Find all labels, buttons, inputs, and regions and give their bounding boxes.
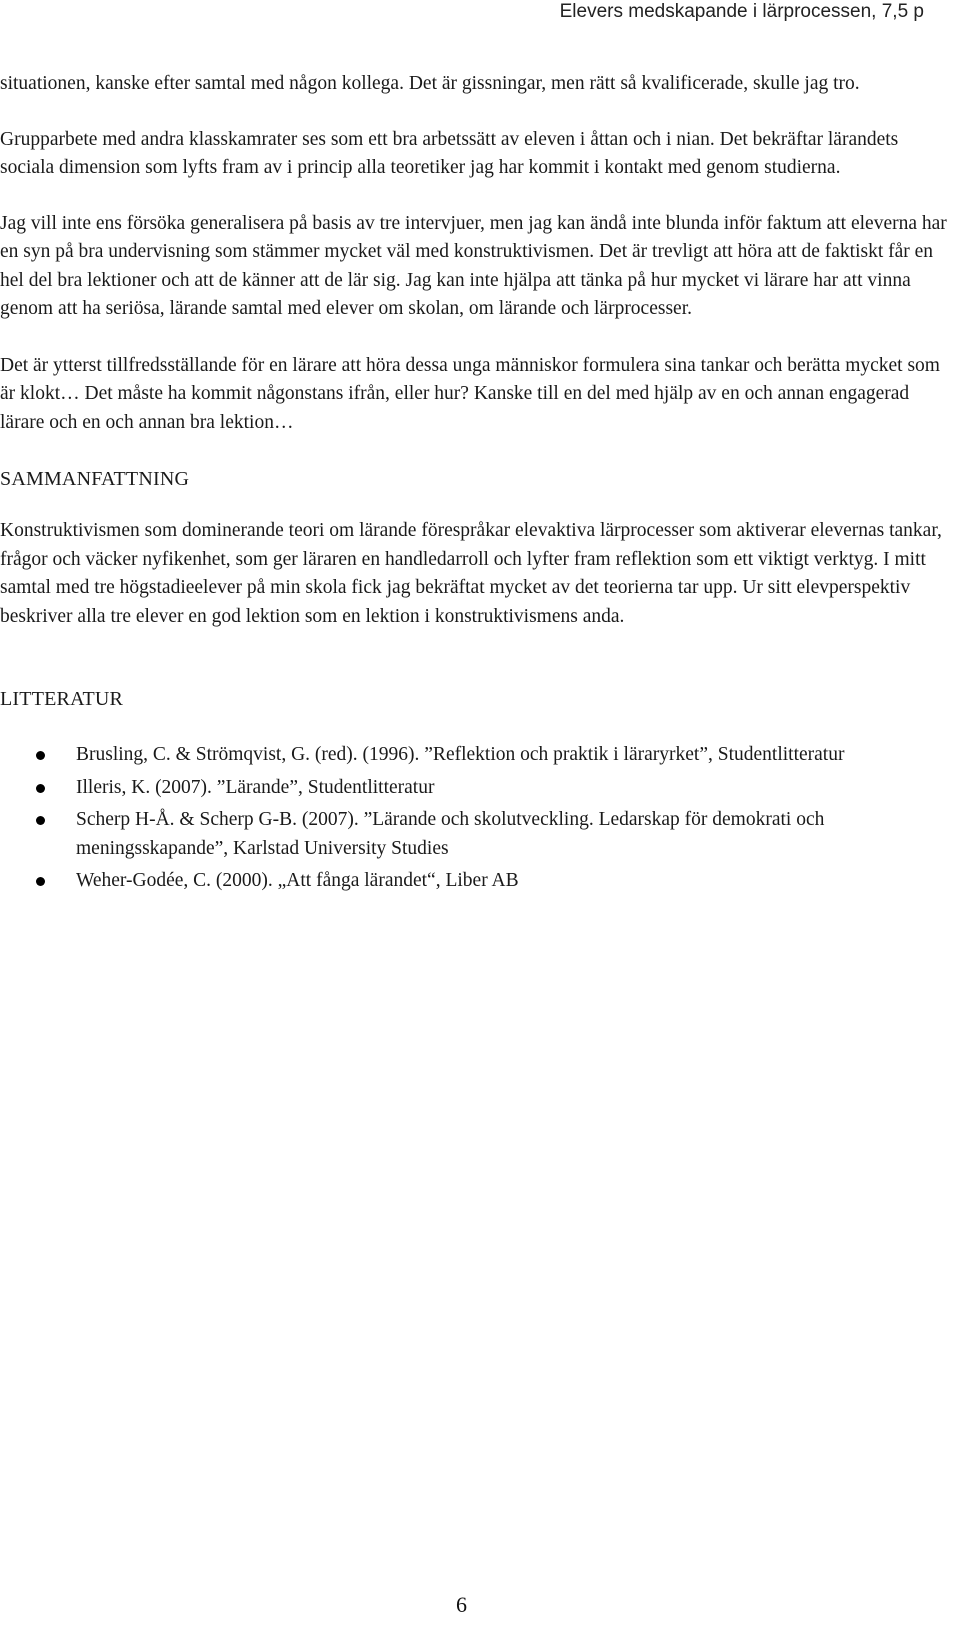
bullet-icon bbox=[36, 751, 45, 760]
paragraph-reflection: Det är ytterst tillfredsställande för en lärare att höra dessa unga människor formulera sina tankar och berätta mycket som är klokt… Det måste ha kommit någonstans ifrån, eller hur? Kanske till en del med hjälp av en och annan engagerad lärare och en och annan bra lektion… bbox=[0, 354, 940, 433]
reference-list bbox=[0, 741, 950, 896]
reference-item bbox=[0, 741, 950, 770]
page-number: 6 bbox=[456, 1592, 467, 1617]
reference-text: Brusling, C. & Strömqvist, G. (red). (1996). ”Reflektion och praktik i läraryrket”, Studentlitteratur bbox=[76, 744, 845, 765]
reference-item bbox=[0, 867, 950, 896]
paragraph-continued: situationen, kanske efter samtal med någon kollega. Det är gissningar, men rätt så kvalificerade, skulle jag tro. bbox=[0, 73, 860, 94]
reference-text: Illeris, K. (2007). ”Lärande”, Studentlitteratur bbox=[76, 776, 435, 798]
running-header: Elevers medskapande i lärprocessen, 7,5 p bbox=[559, 1, 924, 22]
literature-heading: LITTERATUR bbox=[0, 688, 124, 710]
bullet-icon bbox=[36, 877, 45, 886]
reference-text: Scherp H-Å. & Scherp G-B. (2007). ”Lärande och skolutveckling. Ledarskap för demokrati och meningsskapande”, Karlstad University Studies bbox=[76, 809, 825, 859]
reference-item bbox=[0, 806, 950, 863]
summary-heading: SAMMANFATTNING bbox=[0, 468, 190, 490]
bullet-icon bbox=[36, 784, 45, 793]
bullet-icon bbox=[36, 816, 45, 825]
document-body bbox=[0, 70, 950, 900]
reference-text: Weher-Godée, C. (2000). „Att fånga lärandet“, Liber AB bbox=[76, 870, 519, 891]
summary-paragraph: Konstruktivismen som dominerande teori om lärande förespråkar elevaktiva lärprocesser som aktiverar elevernas tankar, frågor och väcker nyfikenhet, som ger läraren en handledarroll och lyfter fram reflektion som ett viktigt verktyg. I mitt samtal med tre högstadieelever på min skola fick jag bekräftat mycket av det teorierna tar upp. Ur sitt elevperspektiv beskriver alla tre elever en god lektion som en lektion i konstruktivismens anda. bbox=[0, 520, 942, 627]
paragraph-interviews: Jag vill inte ens försöka generalisera på basis av tre intervjuer, men jag kan ändå inte blunda inför faktum att eleverna har en syn på bra undervisning som stämmer mycket väl med konstruktivismen. Det är trevligt att höra att de faktiskt får en hel del bra lektioner och att de känner att de lär sig. Jag kan inte hjälpa att tänka på hur mycket vi lärare har att vinna genom att ha seriösa, lärande samtal med elever om skolan, om lärande och lärprocesser. bbox=[0, 212, 947, 319]
paragraph-group-work: Grupparbete med andra klasskamrater ses som ett bra arbetssätt av eleven i åttan och i nian. Det bekräftar lärandets sociala dimension som lyfts fram av i princip alla teoretiker jag har kommit i kontakt med genom studierna. bbox=[0, 128, 899, 178]
reference-item bbox=[0, 774, 950, 803]
